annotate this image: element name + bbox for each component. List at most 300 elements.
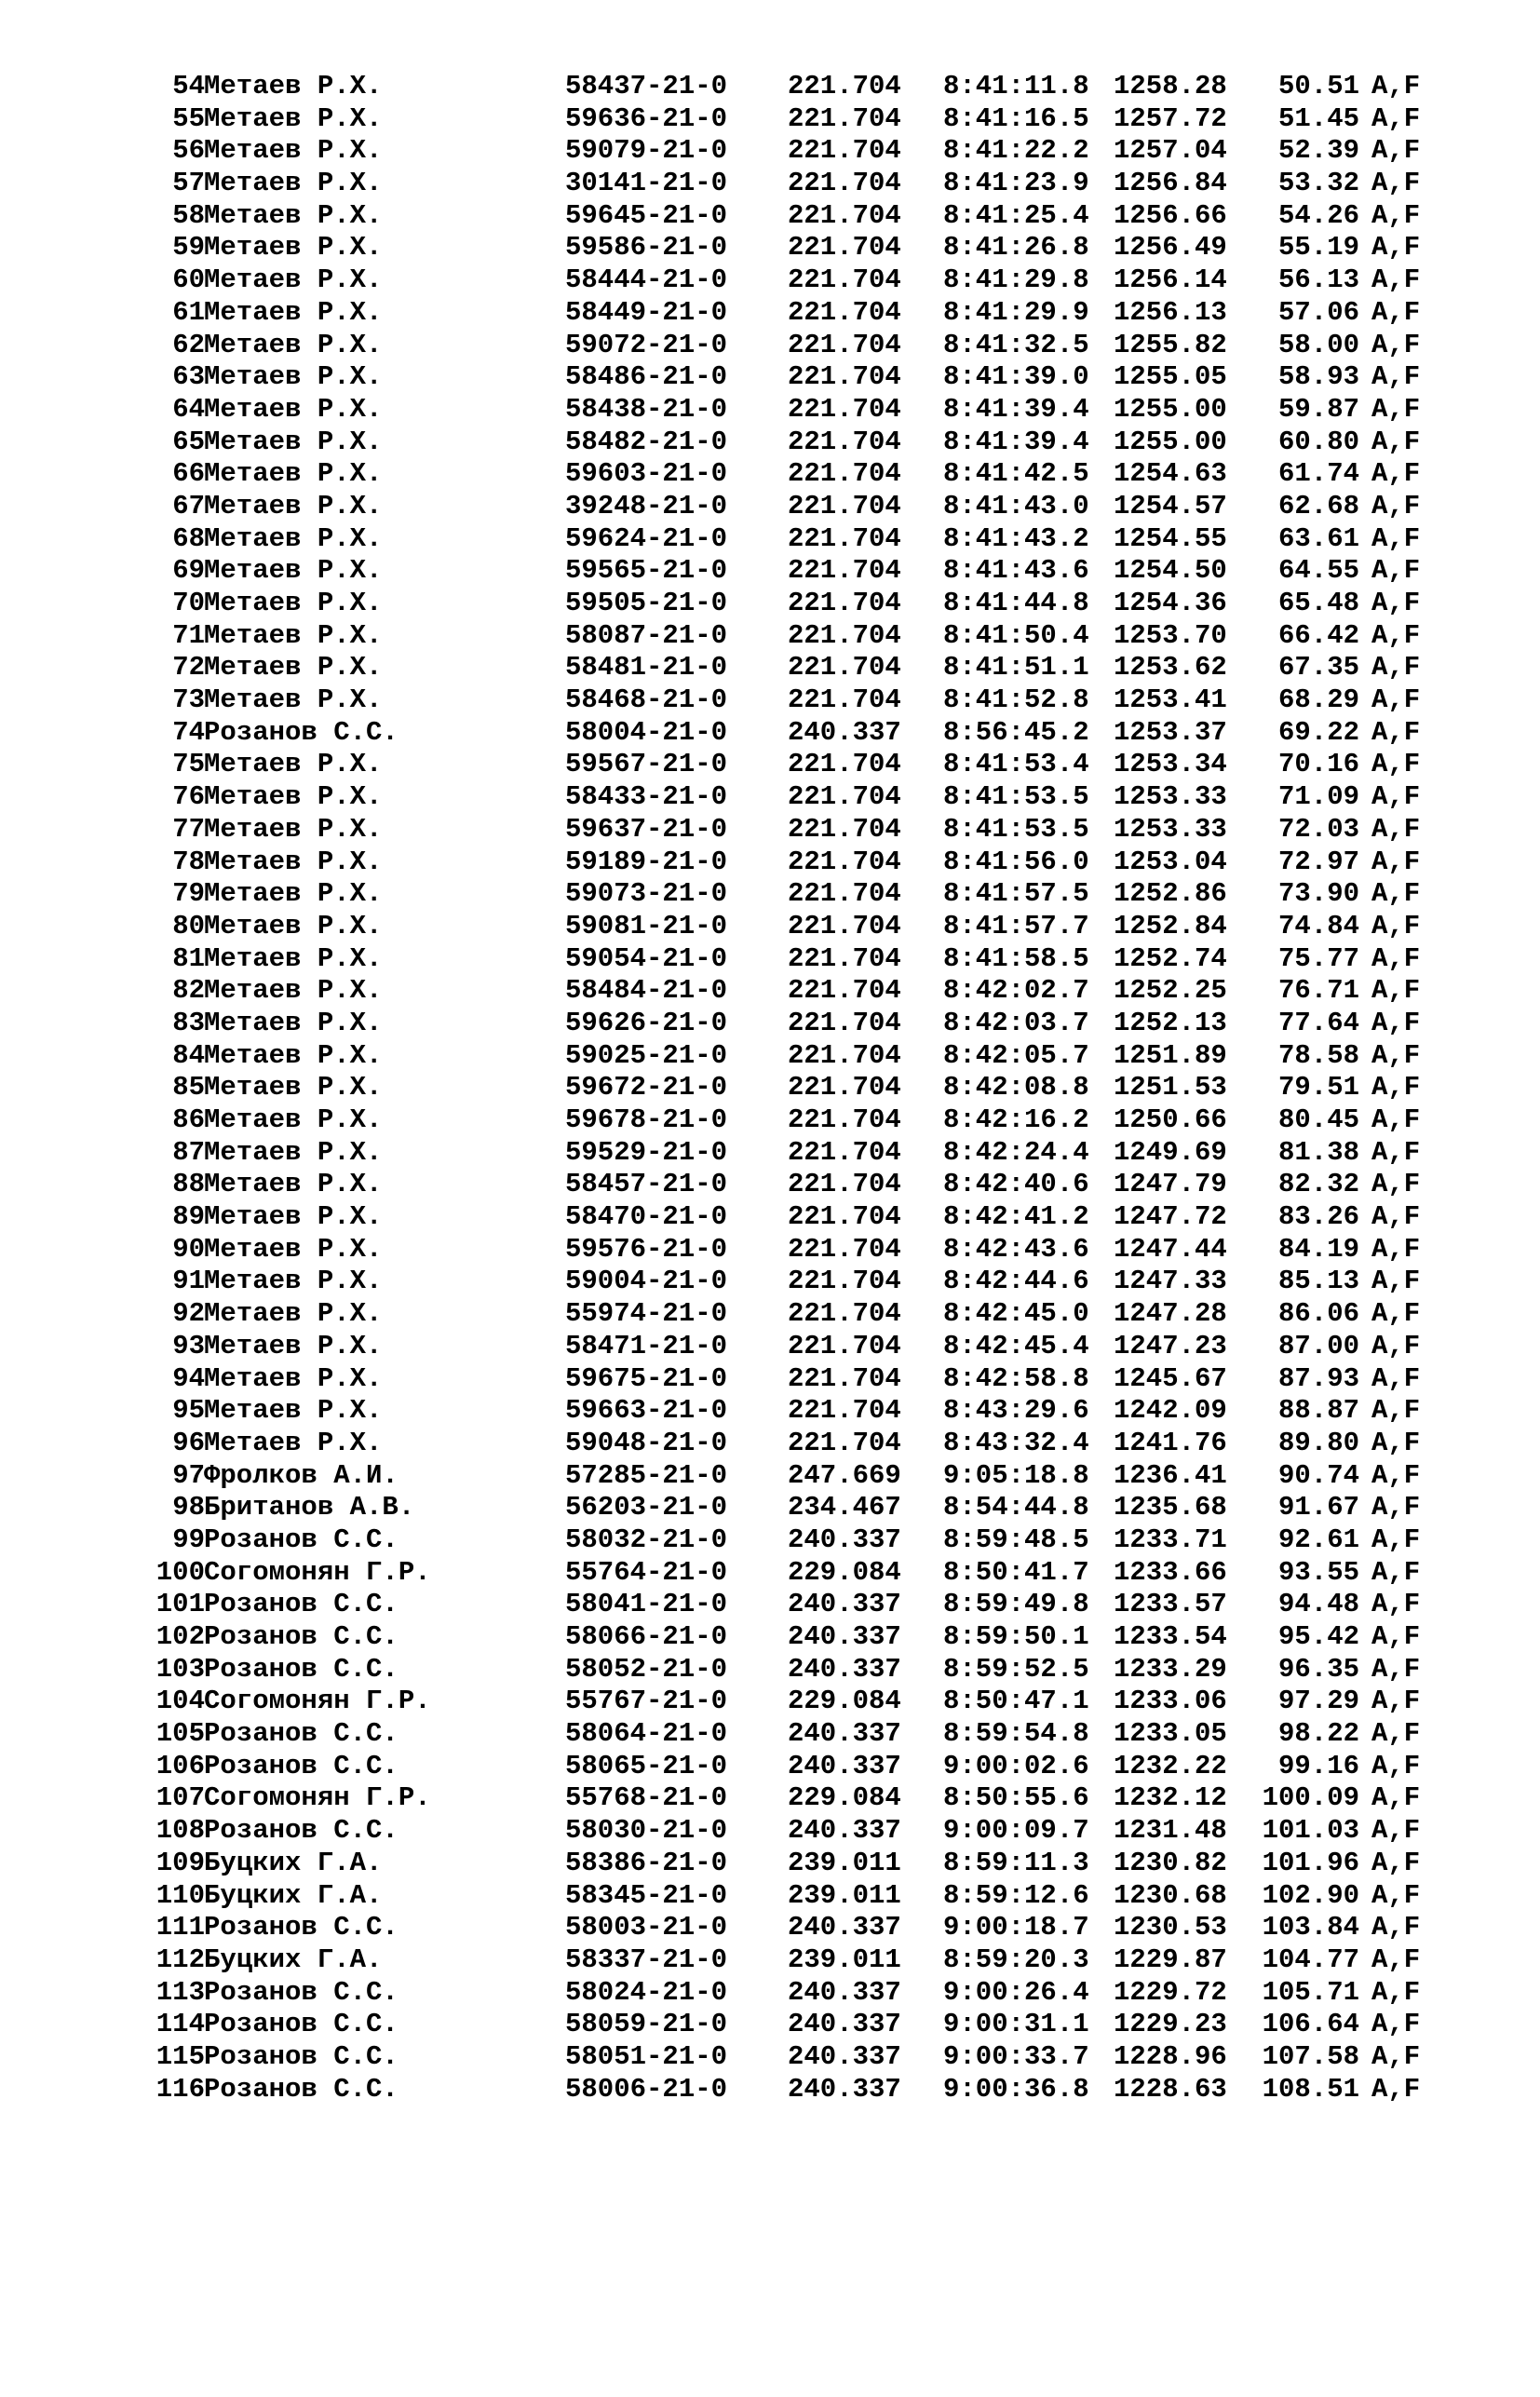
distance: 221.704 [788,652,901,684]
fancier-name: Метаев Р.Х. [204,1136,383,1168]
ring-number: 58444-21-0 [565,264,728,296]
coefficient: 108.51 [1262,2073,1359,2105]
place-number: 97 [172,1459,205,1491]
distance: 221.704 [788,1039,901,1071]
fancier-name: Согомонян Г.Р. [204,1556,431,1588]
result-row [130,1912,1434,1944]
fancier-name: Розанов С.С. [204,1589,399,1620]
coefficient: 82.32 [1277,1169,1359,1200]
place-number: 63 [172,361,205,393]
flags: A,F [1371,1007,1421,1038]
distance: 221.704 [788,684,901,716]
result-row [130,135,1434,168]
arrival-time: 8:41:39.4 [943,426,1089,457]
distance: 221.704 [788,490,901,521]
distance: 221.704 [788,393,901,425]
ring-number: 57285-21-0 [565,1459,728,1491]
flags: A,F [1371,1104,1421,1135]
arrival-time: 8:41:25.4 [943,199,1089,231]
distance: 229.084 [788,1782,901,1814]
flags: A,F [1371,329,1421,360]
result-row [130,943,1434,976]
ring-number: 59626-21-0 [565,1007,728,1038]
ring-number: 59645-21-0 [565,199,728,231]
result-row [130,232,1434,264]
result-row [130,1977,1434,2010]
coefficient: 63.61 [1277,522,1359,554]
ring-number: 58087-21-0 [565,619,728,651]
flags: A,F [1371,1136,1421,1168]
ring-number: 58030-21-0 [565,1815,728,1847]
fancier-name: Метаев Р.Х. [204,232,383,264]
place-number: 81 [172,942,205,974]
fancier-name: Метаев Р.Х. [204,1039,383,1071]
result-row [130,684,1434,717]
ring-number: 59663-21-0 [565,1395,728,1427]
arrival-time: 8:41:50.4 [943,619,1089,651]
fancier-name: Метаев Р.Х. [204,555,383,587]
flags: A,F [1371,749,1421,780]
speed: 1257.04 [1114,135,1227,167]
place-number: 82 [172,975,205,1007]
fancier-name: Метаев Р.Х. [204,102,383,134]
place-number: 109 [155,1847,205,1878]
speed: 1254.57 [1114,490,1227,521]
flags: A,F [1371,1201,1421,1233]
place-number: 100 [155,1556,205,1588]
coefficient: 105.71 [1262,1976,1359,2008]
result-row [130,1169,1434,1201]
result-row [130,1718,1434,1751]
distance: 221.704 [788,168,901,199]
distance: 221.704 [788,975,901,1007]
fancier-name: Британов А.В. [204,1492,415,1524]
coefficient: 51.45 [1277,102,1359,134]
place-number: 59 [172,232,205,264]
place-number: 93 [172,1330,205,1361]
flags: A,F [1371,1492,1421,1524]
speed: 1251.53 [1114,1072,1227,1104]
flags: A,F [1371,1718,1421,1750]
coefficient: 58.93 [1277,361,1359,393]
result-row [130,1008,1434,1040]
ring-number: 59636-21-0 [565,102,728,134]
arrival-time: 8:41:23.9 [943,168,1089,199]
distance: 221.704 [788,296,901,328]
place-number: 113 [155,1976,205,2008]
speed: 1252.13 [1114,1007,1227,1038]
result-row [130,297,1434,330]
flags: A,F [1371,878,1421,910]
results-table [130,71,1434,2106]
place-number: 54 [172,71,205,102]
flags: A,F [1371,135,1421,167]
coefficient: 93.55 [1277,1556,1359,1588]
result-row [130,1234,1434,1266]
place-number: 94 [172,1362,205,1394]
flags: A,F [1371,1782,1421,1814]
distance: 221.704 [788,1104,901,1135]
speed: 1247.44 [1114,1233,1227,1265]
fancier-name: Розанов С.С. [204,2040,399,2072]
distance: 221.704 [788,1169,901,1200]
fancier-name: Метаев Р.Х. [204,1233,383,1265]
result-row [130,878,1434,911]
speed: 1252.25 [1114,975,1227,1007]
flags: A,F [1371,1169,1421,1200]
place-number: 105 [155,1718,205,1750]
speed: 1247.28 [1114,1298,1227,1330]
coefficient: 76.71 [1277,975,1359,1007]
place-number: 92 [172,1298,205,1330]
ring-number: 58433-21-0 [565,781,728,813]
distance: 221.704 [788,199,901,231]
coefficient: 66.42 [1277,619,1359,651]
ring-number: 58437-21-0 [565,71,728,102]
place-number: 56 [172,135,205,167]
flags: A,F [1371,1524,1421,1555]
fancier-name: Метаев Р.Х. [204,1362,383,1394]
result-row [130,1782,1434,1815]
result-row [130,1331,1434,1363]
coefficient: 94.48 [1277,1589,1359,1620]
flags: A,F [1371,232,1421,264]
ring-number: 58482-21-0 [565,426,728,457]
result-row [130,1137,1434,1170]
fancier-name: Розанов С.С. [204,2073,399,2105]
ring-number: 59025-21-0 [565,1039,728,1071]
flags: A,F [1371,1653,1421,1685]
place-number: 57 [172,168,205,199]
fancier-name: Метаев Р.Х. [204,71,383,102]
fancier-name: Метаев Р.Х. [204,522,383,554]
speed: 1256.13 [1114,296,1227,328]
fancier-name: Метаев Р.Х. [204,1007,383,1038]
speed: 1232.22 [1114,1750,1227,1781]
ring-number: 58006-21-0 [565,2073,728,2105]
ring-number: 58481-21-0 [565,652,728,684]
distance: 240.337 [788,1750,901,1781]
fancier-name: Розанов С.С. [204,1815,399,1847]
distance: 221.704 [788,588,901,618]
arrival-time: 8:42:43.6 [943,1233,1089,1265]
arrival-time: 8:43:32.4 [943,1427,1089,1458]
coefficient: 80.45 [1277,1104,1359,1135]
flags: A,F [1371,813,1421,845]
result-row [130,1363,1434,1396]
coefficient: 89.80 [1277,1427,1359,1458]
flags: A,F [1371,1039,1421,1071]
flags: A,F [1371,619,1421,651]
flags: A,F [1371,393,1421,425]
coefficient: 81.38 [1277,1136,1359,1168]
ring-number: 59565-21-0 [565,555,728,587]
result-row [130,71,1434,103]
fancier-name: Метаев Р.Х. [204,619,383,651]
fancier-name: Розанов С.С. [204,1912,399,1943]
arrival-time: 8:41:26.8 [943,232,1089,264]
coefficient: 103.84 [1262,1912,1359,1943]
coefficient: 96.35 [1277,1653,1359,1685]
ring-number: 58345-21-0 [565,1879,728,1911]
ring-number: 58003-21-0 [565,1912,728,1943]
arrival-time: 8:42:44.6 [943,1266,1089,1297]
flags: A,F [1371,1847,1421,1878]
ring-number: 59079-21-0 [565,135,728,167]
arrival-time: 8:41:44.8 [943,588,1089,618]
distance: 221.704 [788,1201,901,1233]
coefficient: 54.26 [1277,199,1359,231]
result-row [130,2041,1434,2074]
place-number: 111 [155,1912,205,1943]
speed: 1256.14 [1114,264,1227,296]
place-number: 66 [172,458,205,490]
ring-number: 58052-21-0 [565,1653,728,1685]
speed: 1233.05 [1114,1718,1227,1750]
arrival-time: 9:00:26.4 [943,1976,1089,2008]
distance: 221.704 [788,361,901,393]
arrival-time: 8:42:58.8 [943,1362,1089,1394]
fancier-name: Буцких Г.А. [204,1879,383,1911]
coefficient: 60.80 [1277,426,1359,457]
result-row [130,1072,1434,1104]
result-row [130,491,1434,523]
arrival-time: 8:59:12.6 [943,1879,1089,1911]
place-number: 72 [172,652,205,684]
result-row [130,555,1434,588]
speed: 1253.04 [1114,846,1227,877]
distance: 221.704 [788,1298,901,1330]
place-number: 87 [172,1136,205,1168]
speed: 1233.71 [1114,1524,1227,1555]
place-number: 96 [172,1427,205,1458]
fancier-name: Метаев Р.Х. [204,135,383,167]
speed: 1247.23 [1114,1330,1227,1361]
distance: 240.337 [788,1621,901,1652]
arrival-time: 8:41:29.9 [943,296,1089,328]
arrival-time: 8:41:52.8 [943,684,1089,716]
fancier-name: Метаев Р.Х. [204,199,383,231]
ring-number: 58004-21-0 [565,716,728,748]
result-row [130,1944,1434,1977]
place-number: 98 [172,1492,205,1524]
coefficient: 59.87 [1277,393,1359,425]
flags: A,F [1371,426,1421,457]
result-row [130,749,1434,781]
distance: 221.704 [788,426,901,457]
speed: 1255.00 [1114,426,1227,457]
place-number: 69 [172,555,205,587]
coefficient: 73.90 [1277,878,1359,910]
fancier-name: Метаев Р.Х. [204,458,383,490]
coefficient: 72.97 [1277,846,1359,877]
flags: A,F [1371,361,1421,393]
speed: 1253.62 [1114,652,1227,684]
distance: 240.337 [788,1912,901,1943]
fancier-name: Розанов С.С. [204,1750,399,1781]
coefficient: 83.26 [1277,1201,1359,1233]
flags: A,F [1371,652,1421,684]
coefficient: 75.77 [1277,942,1359,974]
result-row [130,394,1434,427]
ring-number: 59505-21-0 [565,588,728,618]
result-row [130,911,1434,943]
place-number: 110 [155,1879,205,1911]
arrival-time: 8:41:29.8 [943,264,1089,296]
speed: 1231.48 [1114,1815,1227,1847]
speed: 1241.76 [1114,1427,1227,1458]
fancier-name: Метаев Р.Х. [204,426,383,457]
ring-number: 59576-21-0 [565,1233,728,1265]
distance: 229.084 [788,1556,901,1588]
fancier-name: Метаев Р.Х. [204,1266,383,1297]
flags: A,F [1371,555,1421,587]
place-number: 114 [155,2009,205,2040]
fancier-name: Розанов С.С. [204,1976,399,2008]
coefficient: 90.74 [1277,1459,1359,1491]
coefficient: 55.19 [1277,232,1359,264]
coefficient: 57.06 [1277,296,1359,328]
ring-number: 58486-21-0 [565,361,728,393]
fancier-name: Метаев Р.Х. [204,1169,383,1200]
flags: A,F [1371,2073,1421,2105]
flags: A,F [1371,264,1421,296]
distance: 221.704 [788,264,901,296]
arrival-time: 9:00:33.7 [943,2040,1089,2072]
arrival-time: 8:41:51.1 [943,652,1089,684]
speed: 1251.89 [1114,1039,1227,1071]
flags: A,F [1371,1943,1421,1975]
distance: 221.704 [788,1427,901,1458]
coefficient: 69.22 [1277,716,1359,748]
result-row [130,1492,1434,1524]
result-row [130,458,1434,491]
place-number: 60 [172,264,205,296]
arrival-time: 9:00:09.7 [943,1815,1089,1847]
distance: 221.704 [788,1266,901,1297]
ring-number: 58468-21-0 [565,684,728,716]
speed: 1252.84 [1114,910,1227,941]
ring-number: 59672-21-0 [565,1072,728,1104]
distance: 221.704 [788,749,901,780]
result-row [130,781,1434,814]
arrival-time: 8:50:41.7 [943,1556,1089,1588]
flags: A,F [1371,1459,1421,1491]
fancier-name: Метаев Р.Х. [204,1427,383,1458]
coefficient: 71.09 [1277,781,1359,813]
fancier-name: Буцких Г.А. [204,1943,383,1975]
fancier-name: Метаев Р.Х. [204,652,383,684]
distance: 239.011 [788,1943,901,1975]
distance: 221.704 [788,910,901,941]
arrival-time: 8:42:24.4 [943,1136,1089,1168]
fancier-name: Метаев Р.Х. [204,781,383,813]
coefficient: 87.00 [1277,1330,1359,1361]
coefficient: 50.51 [1277,71,1359,102]
result-row [130,1815,1434,1848]
flags: A,F [1371,781,1421,813]
flags: A,F [1371,1556,1421,1588]
flags: A,F [1371,1298,1421,1330]
fancier-name: Согомонян Г.Р. [204,1686,431,1717]
distance: 234.467 [788,1492,901,1524]
coefficient: 67.35 [1277,652,1359,684]
result-row [130,588,1434,620]
place-number: 99 [172,1524,205,1555]
place-number: 115 [155,2040,205,2072]
result-row [130,975,1434,1008]
fancier-name: Метаев Р.Х. [204,878,383,910]
coefficient: 64.55 [1277,555,1359,587]
speed: 1253.33 [1114,781,1227,813]
ring-number: 58337-21-0 [565,1943,728,1975]
fancier-name: Метаев Р.Х. [204,975,383,1007]
distance: 240.337 [788,2073,901,2105]
distance: 221.704 [788,102,901,134]
arrival-time: 8:59:54.8 [943,1718,1089,1750]
coefficient: 86.06 [1277,1298,1359,1330]
coefficient: 53.32 [1277,168,1359,199]
flags: A,F [1371,2040,1421,2072]
fancier-name: Розанов С.С. [204,716,399,748]
flags: A,F [1371,1815,1421,1847]
speed: 1255.82 [1114,329,1227,360]
place-number: 106 [155,1750,205,1781]
ring-number: 30141-21-0 [565,168,728,199]
place-number: 91 [172,1266,205,1297]
speed: 1228.96 [1114,2040,1227,2072]
arrival-time: 9:00:02.6 [943,1750,1089,1781]
coefficient: 58.00 [1277,329,1359,360]
place-number: 74 [172,716,205,748]
result-row [130,1201,1434,1234]
distance: 221.704 [788,1330,901,1361]
fancier-name: Метаев Р.Х. [204,942,383,974]
fancier-name: Розанов С.С. [204,1621,399,1652]
distance: 221.704 [788,942,901,974]
speed: 1256.84 [1114,168,1227,199]
coefficient: 95.42 [1277,1621,1359,1652]
speed: 1236.41 [1114,1459,1227,1491]
coefficient: 87.93 [1277,1362,1359,1394]
flags: A,F [1371,1427,1421,1458]
arrival-time: 8:59:52.5 [943,1653,1089,1685]
result-row [130,330,1434,362]
place-number: 78 [172,846,205,877]
place-number: 76 [172,781,205,813]
coefficient: 101.96 [1262,1847,1359,1878]
place-number: 107 [155,1782,205,1814]
place-number: 112 [155,1943,205,1975]
speed: 1250.66 [1114,1104,1227,1135]
speed: 1242.09 [1114,1395,1227,1427]
arrival-time: 8:42:03.7 [943,1007,1089,1038]
ring-number: 58470-21-0 [565,1201,728,1233]
coefficient: 61.74 [1277,458,1359,490]
arrival-time: 8:42:05.7 [943,1039,1089,1071]
result-row [130,1686,1434,1718]
result-row [130,620,1434,653]
speed: 1228.63 [1114,2073,1227,2105]
distance: 240.337 [788,1653,901,1685]
flags: A,F [1371,1589,1421,1620]
arrival-time: 8:59:11.3 [943,1847,1089,1878]
result-row [130,1428,1434,1460]
flags: A,F [1371,975,1421,1007]
coefficient: 78.58 [1277,1039,1359,1071]
flags: A,F [1371,1362,1421,1394]
result-row [130,846,1434,879]
